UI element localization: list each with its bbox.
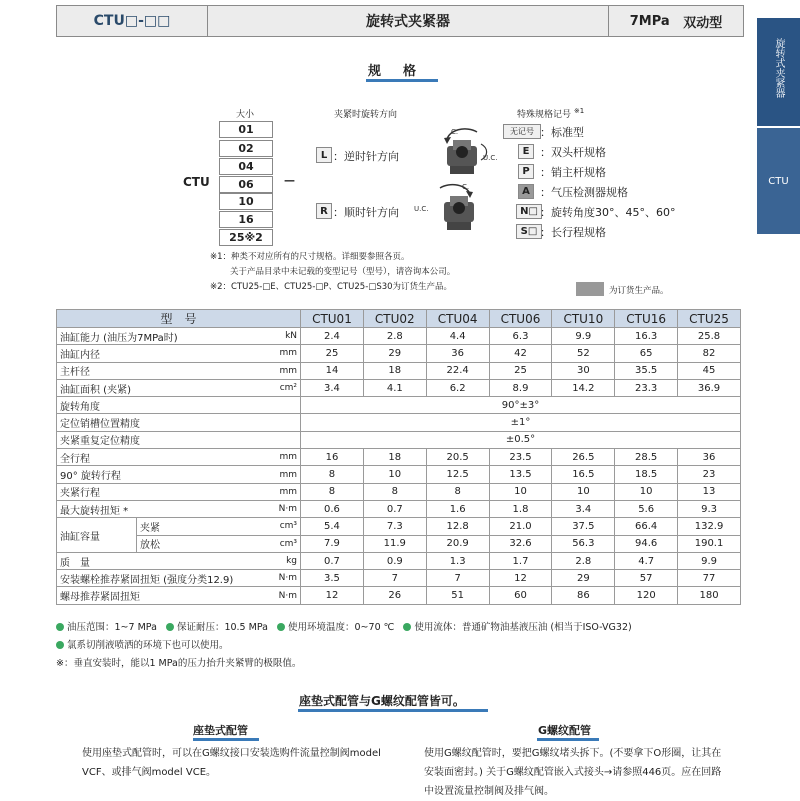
bullet-text: 油压范围：1~7 MPa bbox=[67, 622, 157, 633]
header-type: 双动型 bbox=[683, 15, 723, 31]
table-row bbox=[57, 518, 741, 535]
cell: 36 bbox=[426, 345, 489, 362]
cell: 42 bbox=[489, 345, 552, 362]
cell: 12.8 bbox=[426, 518, 489, 535]
cell: 5.6 bbox=[615, 500, 678, 517]
param-name: 全行程 bbox=[57, 449, 265, 466]
side-tab-category-label: 旋转式夹紧器 bbox=[773, 38, 784, 98]
cell: 26.5 bbox=[552, 449, 615, 466]
cell: 8.9 bbox=[489, 379, 552, 396]
bullet-icon bbox=[166, 623, 174, 631]
g-thread-underline bbox=[537, 738, 599, 741]
table-header-label: 型 号 bbox=[57, 310, 301, 328]
model-header: CTU02 bbox=[363, 310, 426, 328]
param-unit: N·m bbox=[265, 587, 301, 604]
section-title: 规格 bbox=[368, 64, 439, 79]
section-title-underline bbox=[366, 79, 438, 82]
bullet-icon bbox=[277, 623, 285, 631]
header-pressure: 7MPa bbox=[629, 13, 670, 29]
cell: 10 bbox=[552, 483, 615, 500]
order-prefix: CTU bbox=[183, 175, 210, 189]
cell: 18.5 bbox=[615, 466, 678, 483]
cell: 20.9 bbox=[426, 535, 489, 552]
bullet-icon bbox=[403, 623, 411, 631]
cell: 60 bbox=[489, 587, 552, 604]
cell: 3.5 bbox=[301, 570, 364, 587]
cell: 18 bbox=[363, 362, 426, 379]
cell: 23.5 bbox=[489, 449, 552, 466]
bullet-text: 保证耐压：10.5 MPa bbox=[176, 622, 268, 633]
cell: 37.5 bbox=[552, 518, 615, 535]
cell: 25.8 bbox=[678, 328, 741, 345]
option-code: N□ bbox=[516, 204, 542, 219]
cell: 32.6 bbox=[489, 535, 552, 552]
cell: 7.9 bbox=[301, 535, 364, 552]
direction-code-r: R bbox=[316, 203, 332, 219]
param-unit: N·m bbox=[265, 570, 301, 587]
cell: 12 bbox=[489, 570, 552, 587]
cell: 5.4 bbox=[301, 518, 364, 535]
cell: 132.9 bbox=[678, 518, 741, 535]
cell: 1.7 bbox=[489, 552, 552, 569]
cell: 26 bbox=[363, 587, 426, 604]
param-name: 夹紧重复定位精度 bbox=[57, 431, 301, 448]
param-name: 螺母推荐紧固扭矩 bbox=[57, 587, 265, 604]
cell: 9.3 bbox=[678, 500, 741, 517]
cell: 8 bbox=[426, 483, 489, 500]
option-text: ：销主杆规格 bbox=[540, 166, 606, 179]
clamp-ccw-icon bbox=[425, 122, 505, 182]
size-option: 25※2 bbox=[219, 229, 273, 246]
cell: 36 bbox=[678, 449, 741, 466]
side-tab-ctu-label: CTU bbox=[768, 176, 789, 187]
cell: 51 bbox=[426, 587, 489, 604]
cell: 22.4 bbox=[426, 362, 489, 379]
cell: 16.5 bbox=[552, 466, 615, 483]
cell: 21.0 bbox=[489, 518, 552, 535]
option-text: ：气压检测器规格 bbox=[540, 186, 628, 199]
cell: 94.6 bbox=[615, 535, 678, 552]
cell: 7.3 bbox=[363, 518, 426, 535]
option-code: A bbox=[518, 184, 534, 199]
cell: 77 bbox=[678, 570, 741, 587]
cell: 10 bbox=[489, 483, 552, 500]
cell: 2.4 bbox=[301, 328, 364, 345]
clamp-cw-icon bbox=[410, 180, 490, 240]
header-model: CTU□-□□ bbox=[57, 6, 208, 36]
option-label-text: 特殊规格记号 bbox=[517, 110, 572, 120]
cell: 12.5 bbox=[426, 466, 489, 483]
cell: 3.4 bbox=[552, 500, 615, 517]
model-header: CTU25 bbox=[678, 310, 741, 328]
bullet-icon bbox=[56, 641, 64, 649]
param-unit: N·m bbox=[265, 500, 301, 517]
table-row bbox=[57, 379, 741, 396]
param-name: 油缸面积 (夹紧) bbox=[57, 379, 265, 396]
table-row bbox=[57, 587, 741, 604]
param-sub: 放松 bbox=[137, 535, 265, 552]
cell: 23 bbox=[678, 466, 741, 483]
order-note: 关于产品目录中未记载的变型记号（型号），请咨询本公司。 bbox=[230, 267, 456, 277]
table-row bbox=[57, 397, 741, 414]
side-tab-ctu[interactable] bbox=[757, 128, 800, 234]
option-text: ：长行程规格 bbox=[540, 226, 606, 239]
cell: 120 bbox=[615, 587, 678, 604]
span-cell: 90°±3° bbox=[301, 397, 741, 414]
option-text: ：旋转角度30°、45°、60° bbox=[540, 206, 676, 219]
cell: 56.3 bbox=[552, 535, 615, 552]
table-row bbox=[57, 414, 741, 431]
cell: 0.7 bbox=[363, 500, 426, 517]
option-code: P bbox=[518, 164, 534, 179]
param-unit: mm bbox=[265, 345, 301, 362]
size-option: 10 bbox=[219, 193, 273, 210]
cell: 23.3 bbox=[615, 379, 678, 396]
cell: 86 bbox=[552, 587, 615, 604]
seat-piping-title: 座垫式配管 bbox=[193, 724, 248, 737]
legend-swatch bbox=[576, 282, 604, 296]
header-title: 旋转式夹紧器 bbox=[208, 6, 609, 36]
table-row bbox=[57, 570, 741, 587]
param-name: 质 量 bbox=[57, 552, 265, 569]
seat-piping-underline bbox=[193, 738, 259, 741]
direction-text-l: ：逆时针方向 bbox=[333, 150, 399, 163]
cell: 190.1 bbox=[678, 535, 741, 552]
order-dash: — bbox=[284, 174, 295, 187]
size-option: 04 bbox=[219, 158, 273, 175]
bullet-icon bbox=[56, 623, 64, 631]
cell: 7 bbox=[426, 570, 489, 587]
cell: 52 bbox=[552, 345, 615, 362]
cell: 57 bbox=[615, 570, 678, 587]
cell: 12 bbox=[301, 587, 364, 604]
cell: 10 bbox=[615, 483, 678, 500]
table-row bbox=[57, 328, 741, 345]
size-label: 大小 bbox=[236, 110, 255, 120]
model-header: CTU10 bbox=[552, 310, 615, 328]
param-name: 90° 旋转行程 bbox=[57, 466, 265, 483]
table-row bbox=[57, 466, 741, 483]
cell: 35.5 bbox=[615, 362, 678, 379]
cell: 0.9 bbox=[363, 552, 426, 569]
cell: 13 bbox=[678, 483, 741, 500]
model-header: CTU06 bbox=[489, 310, 552, 328]
clamp-cw-c-label: C. bbox=[462, 183, 470, 191]
param-unit: mm bbox=[265, 449, 301, 466]
table-row bbox=[57, 483, 741, 500]
spec-table bbox=[56, 309, 741, 605]
model-header: CTU04 bbox=[426, 310, 489, 328]
option-code: S□ bbox=[516, 224, 542, 239]
size-option: 16 bbox=[219, 211, 273, 228]
param-name: 旋转角度 bbox=[57, 397, 301, 414]
option-code: E bbox=[518, 144, 534, 159]
cell: 45 bbox=[678, 362, 741, 379]
cell: 13.5 bbox=[489, 466, 552, 483]
option-label bbox=[517, 107, 584, 120]
cell: 8 bbox=[301, 466, 364, 483]
cell: 1.3 bbox=[426, 552, 489, 569]
cell: 30 bbox=[552, 362, 615, 379]
cell: 18 bbox=[363, 449, 426, 466]
param-name: 油缸能力 (油压为7MPa时) bbox=[57, 328, 265, 345]
bullet-line bbox=[56, 619, 632, 633]
span-cell: ±0.5° bbox=[301, 431, 741, 448]
size-option: 06 bbox=[219, 176, 273, 193]
side-tab-category[interactable] bbox=[757, 18, 800, 126]
option-note-mark: ※1 bbox=[573, 107, 585, 115]
cell: 0.6 bbox=[301, 500, 364, 517]
cell: 66.4 bbox=[615, 518, 678, 535]
bullet-text: 使用流体：普通矿物油基液压油 (相当于ISO-VG32) bbox=[414, 622, 632, 633]
param-unit: kN bbox=[265, 328, 301, 345]
table-header-row bbox=[57, 310, 741, 328]
table-row bbox=[57, 500, 741, 517]
cell: 14 bbox=[301, 362, 364, 379]
table-row bbox=[57, 345, 741, 362]
cell: 4.4 bbox=[426, 328, 489, 345]
bullet-text: 使用环境温度：0~70 ℃ bbox=[288, 622, 395, 633]
cell: 6.3 bbox=[489, 328, 552, 345]
bullet-text: 氯系切削液喷洒的环境下也可以使用。 bbox=[67, 640, 229, 651]
cell: 2.8 bbox=[552, 552, 615, 569]
cell: 16 bbox=[301, 449, 364, 466]
param-unit: mm bbox=[265, 466, 301, 483]
bullet-line bbox=[56, 637, 229, 651]
size-option: 01 bbox=[219, 121, 273, 138]
param-name: 油缸容量 bbox=[57, 518, 137, 553]
cell: 6.2 bbox=[426, 379, 489, 396]
param-name: 定位销槽位置精度 bbox=[57, 414, 301, 431]
param-unit: cm² bbox=[265, 379, 301, 396]
piping-title: 座垫式配管与G螺纹配管皆可。 bbox=[299, 694, 465, 708]
piping-title-underline bbox=[298, 709, 488, 712]
model-header: CTU16 bbox=[615, 310, 678, 328]
cell: 36.9 bbox=[678, 379, 741, 396]
cell: 180 bbox=[678, 587, 741, 604]
cell: 4.7 bbox=[615, 552, 678, 569]
span-cell: ±1° bbox=[301, 414, 741, 431]
cell: 4.1 bbox=[363, 379, 426, 396]
cell: 11.9 bbox=[363, 535, 426, 552]
table-row bbox=[57, 552, 741, 569]
param-sub: 夹紧 bbox=[137, 518, 265, 535]
param-unit: mm bbox=[265, 483, 301, 500]
cell: 20.5 bbox=[426, 449, 489, 466]
page-header bbox=[56, 5, 744, 37]
param-name: 主杆径 bbox=[57, 362, 265, 379]
g-thread-title: G螺纹配管 bbox=[538, 724, 592, 737]
header-spec bbox=[609, 6, 743, 36]
param-unit: kg bbox=[265, 552, 301, 569]
table-row bbox=[57, 449, 741, 466]
option-text: ：标准型 bbox=[540, 126, 584, 139]
cell: 25 bbox=[301, 345, 364, 362]
legend-text: 为订货生产品。 bbox=[609, 286, 669, 296]
seat-piping-text: 使用座垫式配管时，可以在G螺纹接口安装选购件流量控制阀model VCF、或排气阀model VCE。 bbox=[82, 748, 381, 778]
g-thread-text: 使用G螺纹配管时，要把G螺纹堵头拆下。(不要拿下O形圈，让其在安装面密封。) 关于G螺纹配管嵌入式接头→请参照446页。应在回路中设置流量控制阀及排气阀。 bbox=[424, 748, 722, 797]
cell: 10 bbox=[363, 466, 426, 483]
model-header: CTU01 bbox=[301, 310, 364, 328]
order-note: ※1：种类不对应所有的尺寸规格。详细要参照各页。 bbox=[210, 252, 410, 262]
footnote: ※：垂直安装时，能以1 MPa的压力抬升夹紧臂的极限值。 bbox=[56, 658, 302, 669]
param-name: 夹紧行程 bbox=[57, 483, 265, 500]
cell: 0.7 bbox=[301, 552, 364, 569]
param-unit: cm³ bbox=[265, 535, 301, 552]
cell: 9.9 bbox=[552, 328, 615, 345]
order-note: ※2：CTU25-□E、CTU25-□P、CTU25-□S30为订货生产品。 bbox=[210, 282, 453, 292]
table-row bbox=[57, 431, 741, 448]
cell: 1.8 bbox=[489, 500, 552, 517]
param-name: 油缸内径 bbox=[57, 345, 265, 362]
table-row bbox=[57, 362, 741, 379]
cell: 2.8 bbox=[363, 328, 426, 345]
option-code: 无记号 bbox=[503, 124, 541, 139]
cell: 65 bbox=[615, 345, 678, 362]
cell: 1.6 bbox=[426, 500, 489, 517]
cell: 82 bbox=[678, 345, 741, 362]
cell: 14.2 bbox=[552, 379, 615, 396]
size-option: 02 bbox=[219, 140, 273, 157]
direction-code-l: L bbox=[316, 147, 332, 163]
clamp-ccw-uc-label: U.C. bbox=[483, 154, 498, 162]
param-name: 安装螺栓推荐紧固扭矩 (强度分类12.9) bbox=[57, 570, 265, 587]
clamp-cw-uc-label: U.C. bbox=[414, 205, 429, 213]
cell: 25 bbox=[489, 362, 552, 379]
param-unit: mm bbox=[265, 362, 301, 379]
cell: 8 bbox=[363, 483, 426, 500]
clamp-ccw-c-label: C. bbox=[451, 128, 459, 136]
table-row bbox=[57, 535, 741, 552]
direction-text-r: ：顺时针方向 bbox=[333, 206, 399, 219]
cell: 29 bbox=[363, 345, 426, 362]
cell: 29 bbox=[552, 570, 615, 587]
cell: 3.4 bbox=[301, 379, 364, 396]
cell: 16.3 bbox=[615, 328, 678, 345]
cell: 7 bbox=[363, 570, 426, 587]
cell: 28.5 bbox=[615, 449, 678, 466]
direction-label: 夹紧时旋转方向 bbox=[334, 110, 398, 120]
option-text: ：双头杆规格 bbox=[540, 146, 606, 159]
cell: 8 bbox=[301, 483, 364, 500]
cell: 9.9 bbox=[678, 552, 741, 569]
param-name: 最大旋转扭矩 * bbox=[57, 500, 265, 517]
param-unit: cm³ bbox=[265, 518, 301, 535]
